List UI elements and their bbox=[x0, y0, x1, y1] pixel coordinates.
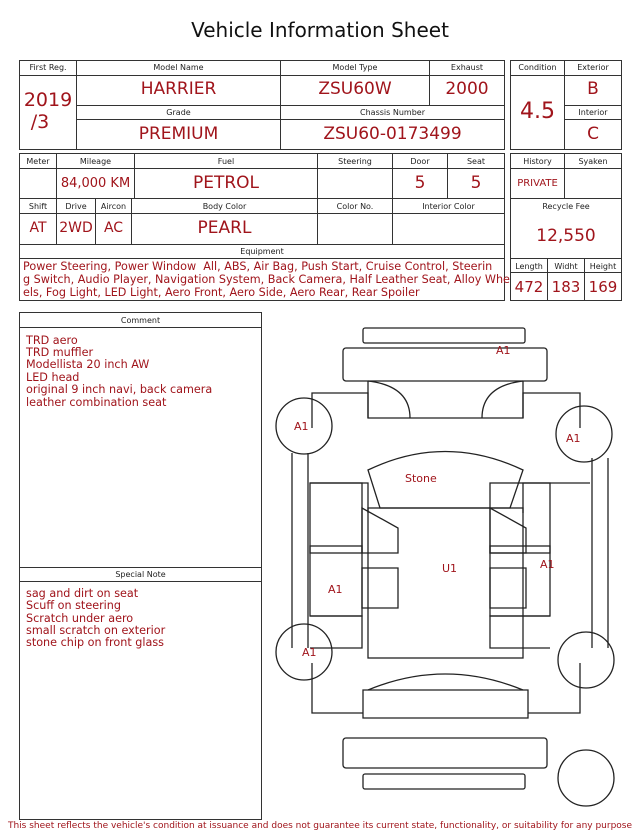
special-note-line: stone chip on front glass bbox=[26, 636, 164, 649]
front-bumper bbox=[343, 348, 547, 381]
interior-color-label: Interior Color bbox=[422, 202, 475, 211]
interior-value: C bbox=[587, 124, 599, 144]
model-type-label: Model Type bbox=[332, 63, 378, 72]
wheel-rear-right bbox=[558, 632, 614, 688]
mileage-label: Mileage bbox=[79, 157, 112, 166]
windshield bbox=[368, 452, 523, 509]
hood-outline bbox=[368, 381, 523, 418]
aircon-value: AC bbox=[103, 220, 124, 236]
mark-door-left: A1 bbox=[328, 583, 343, 596]
mileage-value: 84,000 KM bbox=[60, 176, 131, 191]
equipment-line: g Switch, Audio Player, Navigation System, Back Camera, Half Leather Seat, Alloy Whe bbox=[23, 273, 510, 286]
car-diagram bbox=[270, 318, 632, 818]
length-value: 472 bbox=[514, 278, 544, 296]
special-note-line: small scratch on exterior bbox=[26, 624, 166, 637]
roof bbox=[368, 508, 523, 658]
front-fender-left bbox=[312, 393, 368, 428]
front-door-left bbox=[310, 483, 362, 553]
shift-label: Shift bbox=[28, 202, 48, 211]
steering-label: Steering bbox=[338, 157, 372, 166]
seat-label: Seat bbox=[466, 157, 486, 166]
shift-value: AT bbox=[29, 220, 47, 236]
special-note-line: sag and dirt on seat bbox=[26, 587, 139, 600]
syaken-label: Syaken bbox=[578, 157, 608, 166]
rear-door-right bbox=[490, 546, 550, 616]
comment-line: TRD muffler bbox=[26, 346, 94, 359]
aircon-label: Aircon bbox=[100, 202, 127, 211]
width-value: 183 bbox=[551, 278, 581, 296]
side-panel-right bbox=[592, 458, 608, 648]
model-name-label: Model Name bbox=[153, 63, 204, 72]
mark-door-right: A1 bbox=[540, 558, 555, 571]
mark-wheel-rear-left: A1 bbox=[302, 646, 317, 659]
mark-windshield: Stone bbox=[405, 472, 437, 485]
side-window-right bbox=[523, 483, 590, 513]
mark-wheel-front-left: A1 bbox=[294, 420, 309, 433]
vehicle-model-block bbox=[19, 60, 505, 150]
drive-label: Drive bbox=[65, 202, 87, 211]
width-label: Widht bbox=[554, 262, 578, 271]
side-window-left bbox=[310, 483, 368, 513]
chassis-value: ZSU60-0173499 bbox=[323, 124, 462, 144]
special-note-label: Special Note bbox=[115, 570, 166, 579]
equipment-label: Equipment bbox=[240, 247, 284, 256]
wheel-front-right bbox=[556, 406, 612, 462]
rear-quarter-left bbox=[310, 616, 362, 648]
disclaimer-footer: This sheet reflects the vehicle's condition at issuance and does not guarantee its current state, functionality, or suitability for any purpose bbox=[7, 821, 633, 831]
mark-roof-center: U1 bbox=[442, 562, 458, 575]
comment-label: Comment bbox=[120, 316, 161, 325]
mark-wheel-front-right: A1 bbox=[566, 432, 581, 445]
headlight-right bbox=[482, 381, 523, 418]
grade-label: Grade bbox=[166, 108, 191, 117]
fuel-label: Fuel bbox=[217, 157, 235, 166]
recycle-fee-label: Recycle Fee bbox=[542, 202, 590, 211]
door-label: Door bbox=[410, 157, 430, 166]
body-color-label: Body Color bbox=[202, 202, 247, 211]
rear-quarter-right bbox=[490, 616, 550, 648]
first-reg-year: 2019 bbox=[23, 89, 73, 111]
equipment-line: Power Steering, Power Window All, ABS, Air Bag, Push Start, Cruise Control, Steerin bbox=[23, 260, 493, 273]
pillar-right bbox=[490, 568, 526, 608]
mark-roof-front: A1 bbox=[496, 344, 511, 357]
special-note-line: Scratch under aero bbox=[26, 612, 134, 625]
door-value: 5 bbox=[414, 173, 426, 193]
comment-block bbox=[19, 312, 262, 820]
spare-tire bbox=[558, 750, 614, 806]
exterior-label: Exterior bbox=[577, 63, 609, 72]
recycle-fee-value: 12,550 bbox=[536, 226, 596, 246]
headlight-left bbox=[368, 381, 410, 418]
history-block bbox=[510, 153, 622, 301]
front-door-right bbox=[490, 483, 550, 553]
condition-value: 4.5 bbox=[520, 99, 555, 124]
comment-line: original 9 inch navi, back camera bbox=[26, 383, 213, 396]
fuel-value: PETROL bbox=[192, 173, 260, 193]
condition-label: Condition bbox=[518, 63, 557, 72]
comment-line: Modellista 20 inch AW bbox=[26, 358, 150, 371]
model-name-value: HARRIER bbox=[140, 79, 217, 99]
comment-line: LED head bbox=[26, 371, 80, 384]
meter-label: Meter bbox=[26, 157, 50, 166]
history-label: History bbox=[523, 157, 552, 166]
rear-window bbox=[368, 674, 523, 690]
specs-block bbox=[19, 153, 510, 301]
length-label: Length bbox=[515, 262, 543, 271]
front-fender-right bbox=[523, 393, 580, 428]
history-value: PRIVATE bbox=[517, 178, 558, 189]
rear-door-left bbox=[310, 546, 362, 616]
rear-bumper bbox=[343, 738, 547, 768]
exterior-value: B bbox=[587, 79, 599, 99]
front-bumper-top bbox=[363, 328, 525, 343]
height-value: 169 bbox=[588, 278, 618, 296]
comment-line: leather combination seat bbox=[26, 396, 167, 409]
exhaust-value: 2000 bbox=[445, 79, 489, 99]
rear-fender-left bbox=[312, 663, 363, 713]
trunk bbox=[363, 690, 528, 718]
first-reg-month: /3 bbox=[30, 111, 50, 133]
special-note-line: Scuff on steering bbox=[26, 599, 121, 612]
rear-bumper-bottom bbox=[363, 774, 525, 789]
condition-block bbox=[510, 60, 622, 150]
side-panel-left bbox=[292, 453, 308, 648]
comment-line: TRD aero bbox=[26, 334, 78, 347]
seat-value: 5 bbox=[470, 173, 482, 193]
rear-fender-right bbox=[528, 663, 580, 713]
chassis-label: Chassis Number bbox=[360, 108, 425, 117]
equipment-line: els, Fog Light, LED Light, Aero Front, Aero Side, Aero Rear, Rear Spoiler bbox=[23, 286, 420, 299]
drive-value: 2WD bbox=[59, 220, 93, 236]
height-label: Height bbox=[589, 262, 617, 271]
model-type-value: ZSU60W bbox=[318, 79, 392, 99]
interior-label: Interior bbox=[578, 108, 608, 117]
exhaust-label: Exhaust bbox=[450, 63, 484, 72]
first-reg-label: First Reg. bbox=[29, 63, 67, 72]
page-title: Vehicle Information Sheet bbox=[191, 18, 449, 42]
body-color-value: PEARL bbox=[197, 218, 252, 238]
grade-value: PREMIUM bbox=[138, 124, 219, 144]
color-no-label: Color No. bbox=[336, 202, 374, 211]
